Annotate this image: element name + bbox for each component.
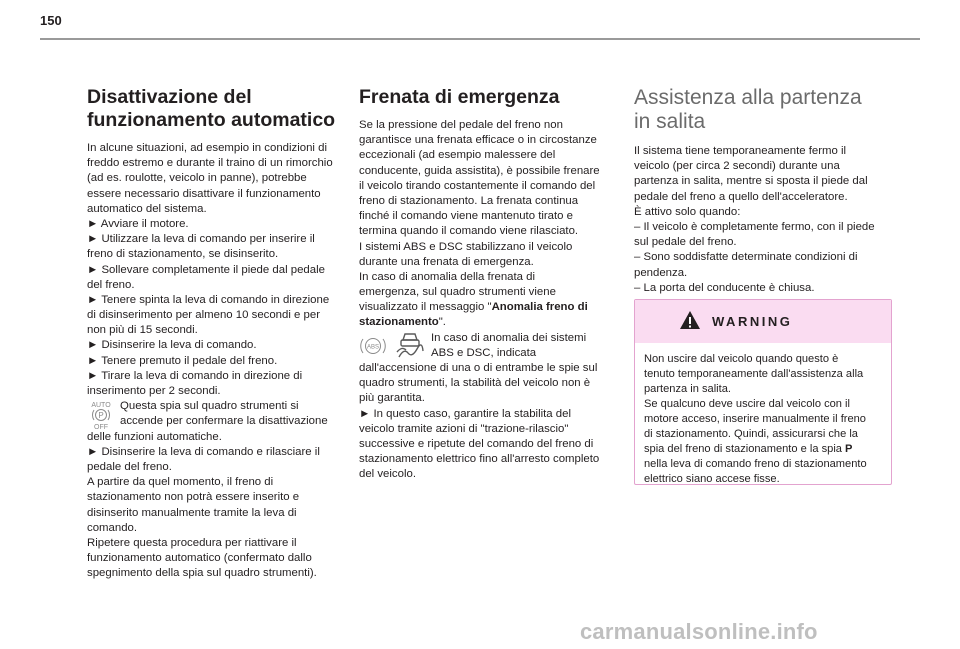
text-line: elettrico siano accese fisse. [644,473,780,485]
text-line: È attivo solo quando: [634,205,741,218]
text-line: freno di stazionamento. La frenata continua [359,194,579,207]
title-line: Assistenza alla partenza [634,86,862,109]
title-line: Disattivazione del [87,86,252,108]
text-line: partenza in salita, mentre si sposta il piede dal [634,175,868,188]
text-line: comando. [87,521,138,534]
text-line: A partire da quel momento, il freno di [87,476,274,489]
text-line: nella leva di comando freno di stazionamento [644,458,867,470]
watermark: carmanualsonline.info [580,619,818,644]
step-line: ► Utilizzare la leva di comando per inserire il [87,233,315,246]
warning-title: WARNING [712,314,793,329]
message-name-part: stazionamento [359,316,439,329]
text-line: successive e ripetute del comando del freno di [359,437,594,450]
text-line: (ad es. roulotte, veicolo in panne), potrebbe [87,172,307,185]
message-name-part: Anomalia freno di [491,301,588,314]
dsc-warning-icon [395,331,425,359]
section-title-emergency-braking: Frenata di emergenza [359,86,560,108]
title-line: funzionamento automatico [87,109,336,131]
text-line: di stazionamento. Quindi, assicurarsi che la [644,428,858,440]
text-line: spegnimento della spia sul quadro strumenti). [87,567,317,580]
text-line: automatico del sistema. [87,202,207,215]
text-line: conducente, guida assistita), è possibile frenare [359,164,600,177]
text-line: inserimento per 2 secondi. [87,385,221,397]
p-icon-label: P [98,411,104,421]
page-number: 150 [40,13,62,28]
text-line: il veicolo tirando costantemente il comando del [359,179,596,192]
title-line: in salita [634,110,706,133]
warning-header [635,300,891,343]
auto-p-off-warning-icon [87,399,115,431]
step-line: ► In questo caso, garantire la stabilita del [359,407,571,420]
text-line: Il sistema tiene temporaneamente fermo il [634,145,847,157]
text-line: stazionamento non potrà essere inserito e [87,491,300,504]
abs-icon-label: ABS [366,344,380,351]
text-line: Se la pressione del pedale del freno non [359,119,563,131]
message-suffix: ". [438,316,446,329]
text-line: partenza in salita. [644,383,731,395]
list-item-line: – Sono soddisfatte determinate condizioni di [634,251,858,264]
warning-body [644,352,867,487]
text-segment: spia del freno di stazionamento e la spia [644,443,846,455]
text-line: non più di 15 secondi. [87,324,198,337]
auto-off-indicator-row [87,399,355,432]
section-body [359,118,614,483]
text-line [644,442,867,457]
text-line: ABS e DSC, indicata [431,346,537,359]
text-line: di disinserimento per almeno 10 secondi e per [87,309,321,322]
text-line: freno di stazionamento, se disinserito. [87,248,279,261]
text-line: delle funzioni automatiche. [87,430,222,443]
auto-icon-label: AUTO [91,402,111,410]
text-line: stazionamento elettrico fino all'arresto completo [359,453,600,466]
section-title-auto-deactivation [87,86,355,132]
text-line: veicolo (per circa 2 secondi) durante una [634,160,840,173]
section-body [634,144,890,296]
text-line: veicolo tramite azioni di "trazione-rilascio" [359,422,569,435]
list-item-line: – La porta del conducente è chiusa. [634,281,815,294]
p-indicator-letter: P [845,443,853,455]
abs-warning-icon [359,333,387,359]
text-line: più garantita. [359,392,425,405]
header-rule [40,38,920,40]
text-line: dall'accensione di una o di entrambe le spie sul [359,362,598,374]
column-auto-deactivation [87,86,355,581]
message-prefix: visualizzato il messaggio " [359,301,492,314]
text-line: disinserito manualmente tramite la leva di [87,506,297,519]
text-line: Questa spia sul quadro strumenti si [120,400,299,413]
step-line: ► Disinserire la leva di comando e rilasciare il [87,445,320,458]
message-line [359,300,614,315]
step-line: ► Tenere spinta la leva di comando in direzione [87,293,330,306]
text-line: motore acceso, inserire manualmente il freno [644,413,866,425]
step-line: ► Disinserire la leva di comando. [87,339,257,352]
text-line: sul pedale del freno. [634,236,737,249]
text-line: del freno. [87,278,135,291]
column-emergency-braking [359,86,614,483]
step-line: ► Sollevare completamente il piede dal pedale [87,263,325,276]
abs-dsc-indicator-row [359,331,614,361]
text-line: freddo estremo e durante il traino di un rimorchio [87,157,333,170]
text-line: accende per confermare la disattivazione [120,415,328,428]
text-line: pedale del freno. [87,460,172,473]
text-line: garantisce una frenata efficace o in circostanze [359,134,597,147]
text-line: pendenza. [634,266,688,279]
text-line: quadro strumenti, la stabilità del veicolo non è [359,377,591,390]
text-line: del veicolo. [359,468,416,481]
text-line: Ripetere questa procedura per riattivare il [87,536,297,549]
text-line: tenuto temporaneamente dall'assistenza alla [644,368,864,380]
text-line: I sistemi ABS e DSC stabilizzano il veicolo [359,240,573,253]
text-line: emergenza, sul quadro strumenti viene [359,286,556,299]
text-line: termina quando il comando viene rilasciato. [359,225,579,238]
step-line: ► Tirare la leva di comando in direzione di [87,369,303,382]
step-line: ► Avviare il motore. [87,217,189,230]
text-line: In caso di anomalia della frenata di [359,270,536,283]
warning-triangle-icon [679,310,701,330]
section-title-hill-start-assist [634,86,890,134]
list-item-line: – Il veicolo è completamente fermo, con il piede [634,220,875,233]
text-line: durante una frenata di emergenza. [359,255,534,268]
section-body [87,141,355,581]
step-line: ► Tenere premuto il pedale del freno. [87,354,278,367]
text-line: pedale del freno a quello dell'acceleratore. [634,190,848,203]
text-line: finché il comando viene mantenuto tirato e [359,210,574,223]
text-line: eccezionali (ad esempio malessere del [359,149,556,162]
column-hill-start-assist [634,86,890,296]
text-line: Non uscire dal veicolo quando questo è [644,353,839,365]
message-line [359,315,614,330]
text-line: In alcune situazioni, ad esempio in condizioni di [87,142,327,154]
off-icon-label: OFF [94,424,108,432]
warning-box [634,299,892,485]
text-line: In caso di anomalia dei sistemi [431,331,587,344]
text-line: Se qualcuno deve uscire dal veicolo con il [644,398,850,410]
text-line: funzionamento automatico (confermato dallo [87,552,312,565]
text-line: essere necessario disattivare il funzionamento [87,187,321,200]
